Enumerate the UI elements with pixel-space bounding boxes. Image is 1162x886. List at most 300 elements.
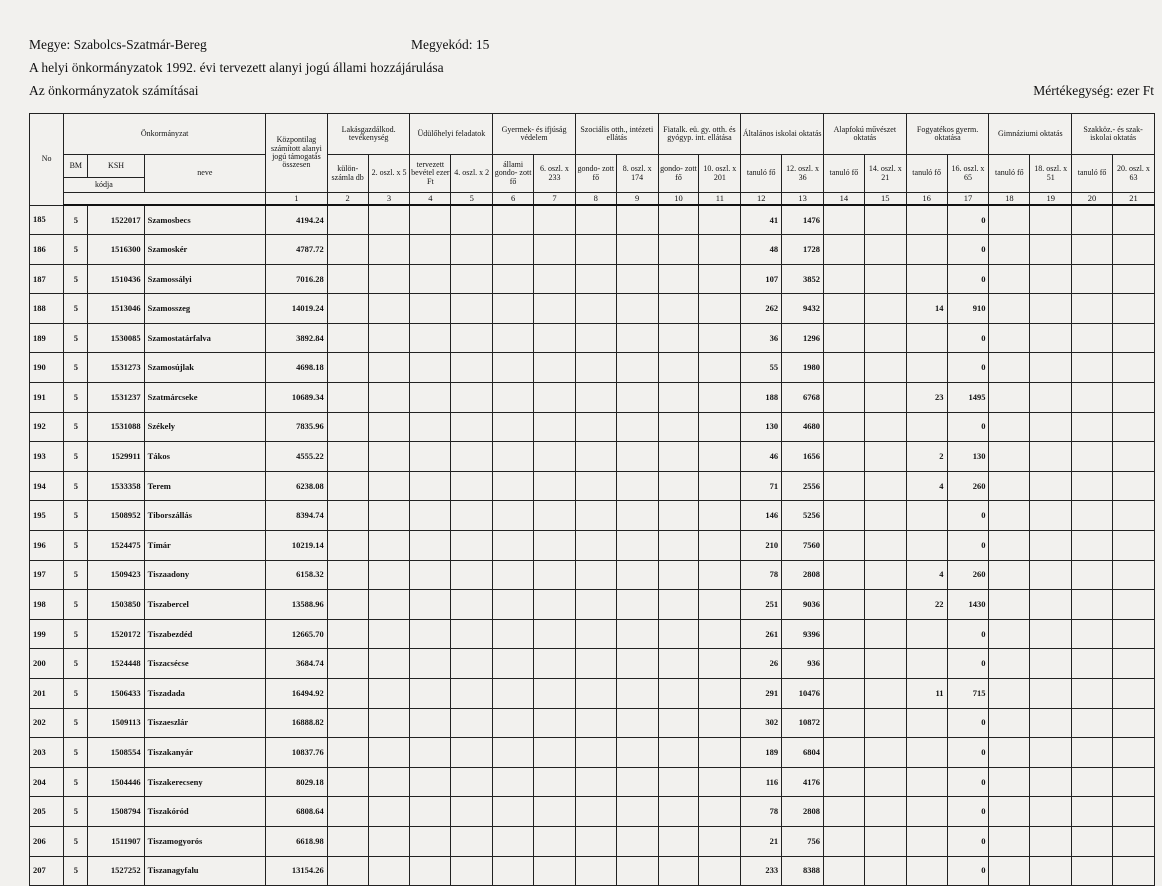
cell-empty [658, 767, 699, 797]
cell-empty [1072, 679, 1113, 709]
cell-empty [864, 797, 906, 827]
cell-total: 6238.08 [266, 471, 328, 501]
column-number: 2 [327, 193, 368, 206]
cell-empty [534, 353, 576, 383]
document-title: A helyi önkormányzatok 1992. évi tervezett alanyi jogú állami hozzájárulása [29, 60, 444, 75]
cell-empty [658, 649, 699, 679]
cell-bm: 5 [64, 679, 88, 709]
cell-empty [327, 679, 368, 709]
cell-empty [699, 560, 741, 590]
cell-total: 6618.98 [266, 826, 328, 856]
subheader-17: 16. oszl. x 65 [947, 155, 989, 193]
header-no: No [30, 114, 64, 206]
cell-empty [1072, 826, 1113, 856]
cell-empty [410, 264, 451, 294]
cell-empty [410, 442, 451, 472]
cell-empty [1030, 353, 1072, 383]
cell-tanulo-altalanos: 21 [741, 826, 782, 856]
cell-empty [451, 294, 493, 324]
cell-tanulo-altalanos: 188 [741, 383, 782, 413]
cell-empty [1072, 590, 1113, 620]
cell-empty [1030, 531, 1072, 561]
cell-empty [616, 679, 658, 709]
cell-empty [1072, 619, 1113, 649]
subheader-12: tanuló fő [741, 155, 782, 193]
cell-empty [410, 205, 451, 235]
cell-empty [658, 294, 699, 324]
cell-empty [493, 323, 534, 353]
cell-tanulo-fogyatekos [906, 412, 947, 442]
cell-tanulo-altalanos: 55 [741, 353, 782, 383]
cell-empty [989, 767, 1030, 797]
cell-empty [616, 767, 658, 797]
cell-empty [1072, 708, 1113, 738]
cell-empty [327, 501, 368, 531]
cell-tanulo-altalanos: 116 [741, 767, 782, 797]
cell-empty [824, 383, 865, 413]
cell-empty [658, 205, 699, 235]
cell-empty [534, 619, 576, 649]
cell-name: Tiszaeszlár [144, 708, 265, 738]
cell-empty [1072, 412, 1113, 442]
column-number: 10 [658, 193, 699, 206]
cell-empty [451, 708, 493, 738]
cell-tanulo-fogyatekos: 23 [906, 383, 947, 413]
cell-empty [824, 560, 865, 590]
cell-empty [493, 679, 534, 709]
cell-name: Szamosszeg [144, 294, 265, 324]
cell-empty [534, 708, 576, 738]
table-header [30, 114, 1155, 206]
cell-fogyatekos-osszeg: 0 [947, 856, 989, 886]
cell-tanulo-fogyatekos [906, 205, 947, 235]
cell-ksh: 1520172 [88, 619, 144, 649]
table-row [30, 442, 1155, 472]
cell-empty [616, 649, 658, 679]
column-number: 15 [864, 193, 906, 206]
cell-empty [368, 353, 410, 383]
cell-name: Terem [144, 471, 265, 501]
subheader-9: 8. oszl. x 174 [616, 155, 658, 193]
cell-empty [368, 679, 410, 709]
cell-empty [1072, 294, 1113, 324]
cell-empty [368, 323, 410, 353]
table-row [30, 205, 1155, 235]
cell-empty [493, 649, 534, 679]
cell-empty [616, 353, 658, 383]
cell-empty [327, 323, 368, 353]
cell-empty [658, 471, 699, 501]
cell-empty [616, 323, 658, 353]
column-number: 13 [782, 193, 824, 206]
cell-empty [989, 471, 1030, 501]
cell-tanulo-altalanos: 233 [741, 856, 782, 886]
cell-total: 4698.18 [266, 353, 328, 383]
cell-empty [327, 353, 368, 383]
cell-total: 4194.24 [266, 205, 328, 235]
cell-bm: 5 [64, 205, 88, 235]
cell-fogyatekos-osszeg: 0 [947, 738, 989, 768]
cell-name: Székely [144, 412, 265, 442]
cell-empty [616, 205, 658, 235]
cell-empty [824, 531, 865, 561]
cell-empty [575, 471, 616, 501]
cell-empty [864, 323, 906, 353]
cell-ksh: 1522017 [88, 205, 144, 235]
cell-empty [864, 560, 906, 590]
cell-empty [699, 471, 741, 501]
cell-total: 12665.70 [266, 619, 328, 649]
cell-empty [493, 856, 534, 886]
column-number: 21 [1112, 193, 1154, 206]
cell-empty [534, 590, 576, 620]
cell-empty [989, 856, 1030, 886]
cell-empty [699, 708, 741, 738]
cell-empty [534, 383, 576, 413]
cell-empty [824, 708, 865, 738]
cell-no: 195 [30, 501, 64, 531]
cell-empty [1030, 560, 1072, 590]
cell-empty [1072, 353, 1113, 383]
cell-tanulo-fogyatekos [906, 353, 947, 383]
cell-tanulo-altalanos: 210 [741, 531, 782, 561]
cell-empty [575, 679, 616, 709]
cell-empty [864, 294, 906, 324]
cell-empty [824, 649, 865, 679]
header-neve: neve [144, 155, 265, 193]
cell-empty [451, 235, 493, 265]
cell-empty [368, 856, 410, 886]
column-number: 6 [493, 193, 534, 206]
cell-empty [410, 826, 451, 856]
cell-empty [575, 590, 616, 620]
cell-empty [1030, 471, 1072, 501]
cell-empty [368, 412, 410, 442]
column-number: 1 [266, 193, 328, 206]
cell-empty [1112, 590, 1154, 620]
cell-ksh: 1508952 [88, 501, 144, 531]
cell-empty [989, 679, 1030, 709]
cell-altalanos-osszeg: 4680 [782, 412, 824, 442]
cell-tanulo-fogyatekos: 11 [906, 679, 947, 709]
cell-empty [616, 235, 658, 265]
cell-empty [1072, 738, 1113, 768]
cell-no: 199 [30, 619, 64, 649]
cell-ksh: 1504446 [88, 767, 144, 797]
cell-empty [410, 294, 451, 324]
cell-tanulo-fogyatekos [906, 649, 947, 679]
table-row [30, 767, 1155, 797]
cell-bm: 5 [64, 767, 88, 797]
cell-empty [989, 649, 1030, 679]
cell-empty [658, 679, 699, 709]
cell-total: 4555.22 [266, 442, 328, 472]
cell-tanulo-altalanos: 291 [741, 679, 782, 709]
header-group-6: Általános iskolai oktatás [741, 114, 824, 155]
subheader-19: 18. oszl. x 51 [1030, 155, 1072, 193]
cell-empty [410, 679, 451, 709]
cell-no: 203 [30, 738, 64, 768]
cell-empty [410, 323, 451, 353]
cell-empty [616, 501, 658, 531]
cell-empty [368, 264, 410, 294]
cell-empty [658, 738, 699, 768]
cell-empty [1072, 323, 1113, 353]
cell-empty [824, 590, 865, 620]
cell-ksh: 1531237 [88, 383, 144, 413]
cell-fogyatekos-osszeg: 715 [947, 679, 989, 709]
cell-total: 3892.84 [266, 323, 328, 353]
cell-name: Tiszabezdéd [144, 619, 265, 649]
cell-empty [410, 767, 451, 797]
cell-altalanos-osszeg: 1476 [782, 205, 824, 235]
cell-empty [989, 708, 1030, 738]
cell-tanulo-altalanos: 41 [741, 205, 782, 235]
cell-empty [1030, 708, 1072, 738]
cell-empty [534, 826, 576, 856]
cell-empty [1072, 767, 1113, 797]
cell-empty [368, 383, 410, 413]
cell-tanulo-fogyatekos [906, 235, 947, 265]
cell-empty [368, 738, 410, 768]
cell-tanulo-altalanos: 189 [741, 738, 782, 768]
cell-empty [327, 590, 368, 620]
cell-altalanos-osszeg: 9036 [782, 590, 824, 620]
cell-no: 196 [30, 531, 64, 561]
cell-total: 7016.28 [266, 264, 328, 294]
cell-total: 6158.32 [266, 560, 328, 590]
cell-name: Tiszacsécse [144, 649, 265, 679]
cell-empty [699, 531, 741, 561]
cell-empty [451, 619, 493, 649]
cell-ksh: 1529911 [88, 442, 144, 472]
cell-empty [368, 590, 410, 620]
subheader-4: tervezett bevétel ezer Ft [410, 155, 451, 193]
cell-empty [1072, 471, 1113, 501]
cell-bm: 5 [64, 531, 88, 561]
cell-empty [699, 590, 741, 620]
contribution-table [29, 113, 1155, 886]
cell-name: Tiszaadony [144, 560, 265, 590]
cell-empty [699, 323, 741, 353]
table-row [30, 797, 1155, 827]
cell-no: 198 [30, 590, 64, 620]
header-ksh: KSH [88, 155, 144, 178]
cell-tanulo-altalanos: 71 [741, 471, 782, 501]
cell-empty [989, 826, 1030, 856]
cell-empty [864, 767, 906, 797]
cell-ksh: 1503850 [88, 590, 144, 620]
cell-empty [1112, 353, 1154, 383]
cell-bm: 5 [64, 856, 88, 886]
cell-empty [327, 264, 368, 294]
cell-tanulo-altalanos: 302 [741, 708, 782, 738]
cell-bm: 5 [64, 590, 88, 620]
cell-empty [989, 560, 1030, 590]
cell-empty [327, 738, 368, 768]
cell-empty [1072, 560, 1113, 590]
cell-empty [534, 323, 576, 353]
cell-fogyatekos-osszeg: 0 [947, 619, 989, 649]
cell-ksh: 1510436 [88, 264, 144, 294]
cell-bm: 5 [64, 323, 88, 353]
column-number: 11 [699, 193, 741, 206]
cell-empty [824, 826, 865, 856]
table-row [30, 560, 1155, 590]
cell-empty [1030, 383, 1072, 413]
cell-empty [534, 294, 576, 324]
cell-altalanos-osszeg: 5256 [782, 501, 824, 531]
cell-empty [658, 353, 699, 383]
cell-empty [493, 590, 534, 620]
cell-empty [989, 235, 1030, 265]
cell-empty [658, 826, 699, 856]
cell-empty [1030, 619, 1072, 649]
cell-tanulo-fogyatekos: 14 [906, 294, 947, 324]
cell-empty [1072, 264, 1113, 294]
cell-total: 8394.74 [266, 501, 328, 531]
table-row [30, 649, 1155, 679]
cell-empty [1112, 531, 1154, 561]
cell-empty [575, 323, 616, 353]
cell-name: Tiszakanyár [144, 738, 265, 768]
cell-empty [493, 471, 534, 501]
cell-empty [824, 856, 865, 886]
cell-empty [658, 501, 699, 531]
cell-fogyatekos-osszeg: 0 [947, 264, 989, 294]
cell-tanulo-fogyatekos [906, 856, 947, 886]
cell-total: 7835.96 [266, 412, 328, 442]
cell-ksh: 1530085 [88, 323, 144, 353]
cell-empty [1112, 856, 1154, 886]
cell-total: 13154.26 [266, 856, 328, 886]
header-kodja: kódja [64, 178, 144, 193]
cell-empty [1112, 738, 1154, 768]
cell-empty [616, 560, 658, 590]
cell-empty [864, 590, 906, 620]
cell-empty [327, 560, 368, 590]
cell-empty [1030, 590, 1072, 620]
cell-tanulo-fogyatekos [906, 619, 947, 649]
cell-empty [616, 708, 658, 738]
header-group-2: Üdülőhelyi feladatok [410, 114, 493, 155]
cell-empty [1112, 235, 1154, 265]
cell-ksh: 1509423 [88, 560, 144, 590]
cell-empty [658, 560, 699, 590]
cell-empty [824, 294, 865, 324]
cell-empty [658, 383, 699, 413]
cell-empty [368, 619, 410, 649]
column-number: 7 [534, 193, 576, 206]
subheader-2: külön- számla db [327, 155, 368, 193]
cell-empty [575, 708, 616, 738]
cell-empty [616, 294, 658, 324]
cell-empty [989, 383, 1030, 413]
cell-tanulo-fogyatekos [906, 264, 947, 294]
subheader-5: 4. oszl. x 2 [451, 155, 493, 193]
header-group-3: Gyermek- és ifjúság védelem [493, 114, 576, 155]
cell-name: Szamosbecs [144, 205, 265, 235]
cell-bm: 5 [64, 649, 88, 679]
cell-empty [864, 383, 906, 413]
cell-fogyatekos-osszeg: 0 [947, 323, 989, 353]
cell-empty [368, 235, 410, 265]
cell-empty [493, 826, 534, 856]
cell-tanulo-altalanos: 78 [741, 560, 782, 590]
table-row [30, 679, 1155, 709]
header-group-4: Szociális otth., intézeti ellátás [575, 114, 658, 155]
cell-empty [864, 826, 906, 856]
cell-empty [534, 412, 576, 442]
cell-empty [493, 708, 534, 738]
cell-empty [864, 708, 906, 738]
subheader-6: állami gondo- zott fő [493, 155, 534, 193]
cell-empty [575, 619, 616, 649]
cell-empty [410, 353, 451, 383]
cell-empty [989, 619, 1030, 649]
cell-altalanos-osszeg: 4176 [782, 767, 824, 797]
county-label: Megye: Szabolcs-Szatmár-Bereg [29, 37, 207, 52]
cell-fogyatekos-osszeg: 0 [947, 767, 989, 797]
cell-empty [493, 383, 534, 413]
cell-empty [1112, 323, 1154, 353]
cell-empty [699, 383, 741, 413]
cell-empty [575, 383, 616, 413]
cell-empty [1112, 767, 1154, 797]
cell-empty [368, 708, 410, 738]
cell-empty [699, 294, 741, 324]
cell-empty [1030, 323, 1072, 353]
cell-empty [410, 383, 451, 413]
cell-empty [864, 205, 906, 235]
cell-tanulo-fogyatekos [906, 501, 947, 531]
cell-empty [327, 649, 368, 679]
cell-ksh: 1508794 [88, 797, 144, 827]
cell-empty [1112, 264, 1154, 294]
cell-empty [1072, 501, 1113, 531]
cell-empty [451, 649, 493, 679]
table-row [30, 383, 1155, 413]
cell-empty [1072, 205, 1113, 235]
cell-bm: 5 [64, 383, 88, 413]
cell-bm: 5 [64, 501, 88, 531]
subheader-10: gondo- zott fő [658, 155, 699, 193]
cell-bm: 5 [64, 708, 88, 738]
cell-empty [699, 501, 741, 531]
column-number-row [30, 193, 1155, 206]
cell-empty [534, 767, 576, 797]
cell-bm: 5 [64, 738, 88, 768]
cell-empty [1030, 294, 1072, 324]
cell-ksh: 1524475 [88, 531, 144, 561]
cell-tanulo-altalanos: 251 [741, 590, 782, 620]
cell-empty [493, 560, 534, 590]
cell-empty [575, 767, 616, 797]
cell-empty [1072, 235, 1113, 265]
cell-empty [410, 412, 451, 442]
cell-empty [989, 738, 1030, 768]
cell-empty [575, 501, 616, 531]
cell-fogyatekos-osszeg: 1495 [947, 383, 989, 413]
cell-tanulo-fogyatekos [906, 708, 947, 738]
table-row [30, 294, 1155, 324]
cell-empty [451, 442, 493, 472]
cell-empty [1112, 619, 1154, 649]
cell-empty [534, 649, 576, 679]
cell-empty [616, 826, 658, 856]
cell-fogyatekos-osszeg: 0 [947, 353, 989, 383]
cell-empty [575, 294, 616, 324]
